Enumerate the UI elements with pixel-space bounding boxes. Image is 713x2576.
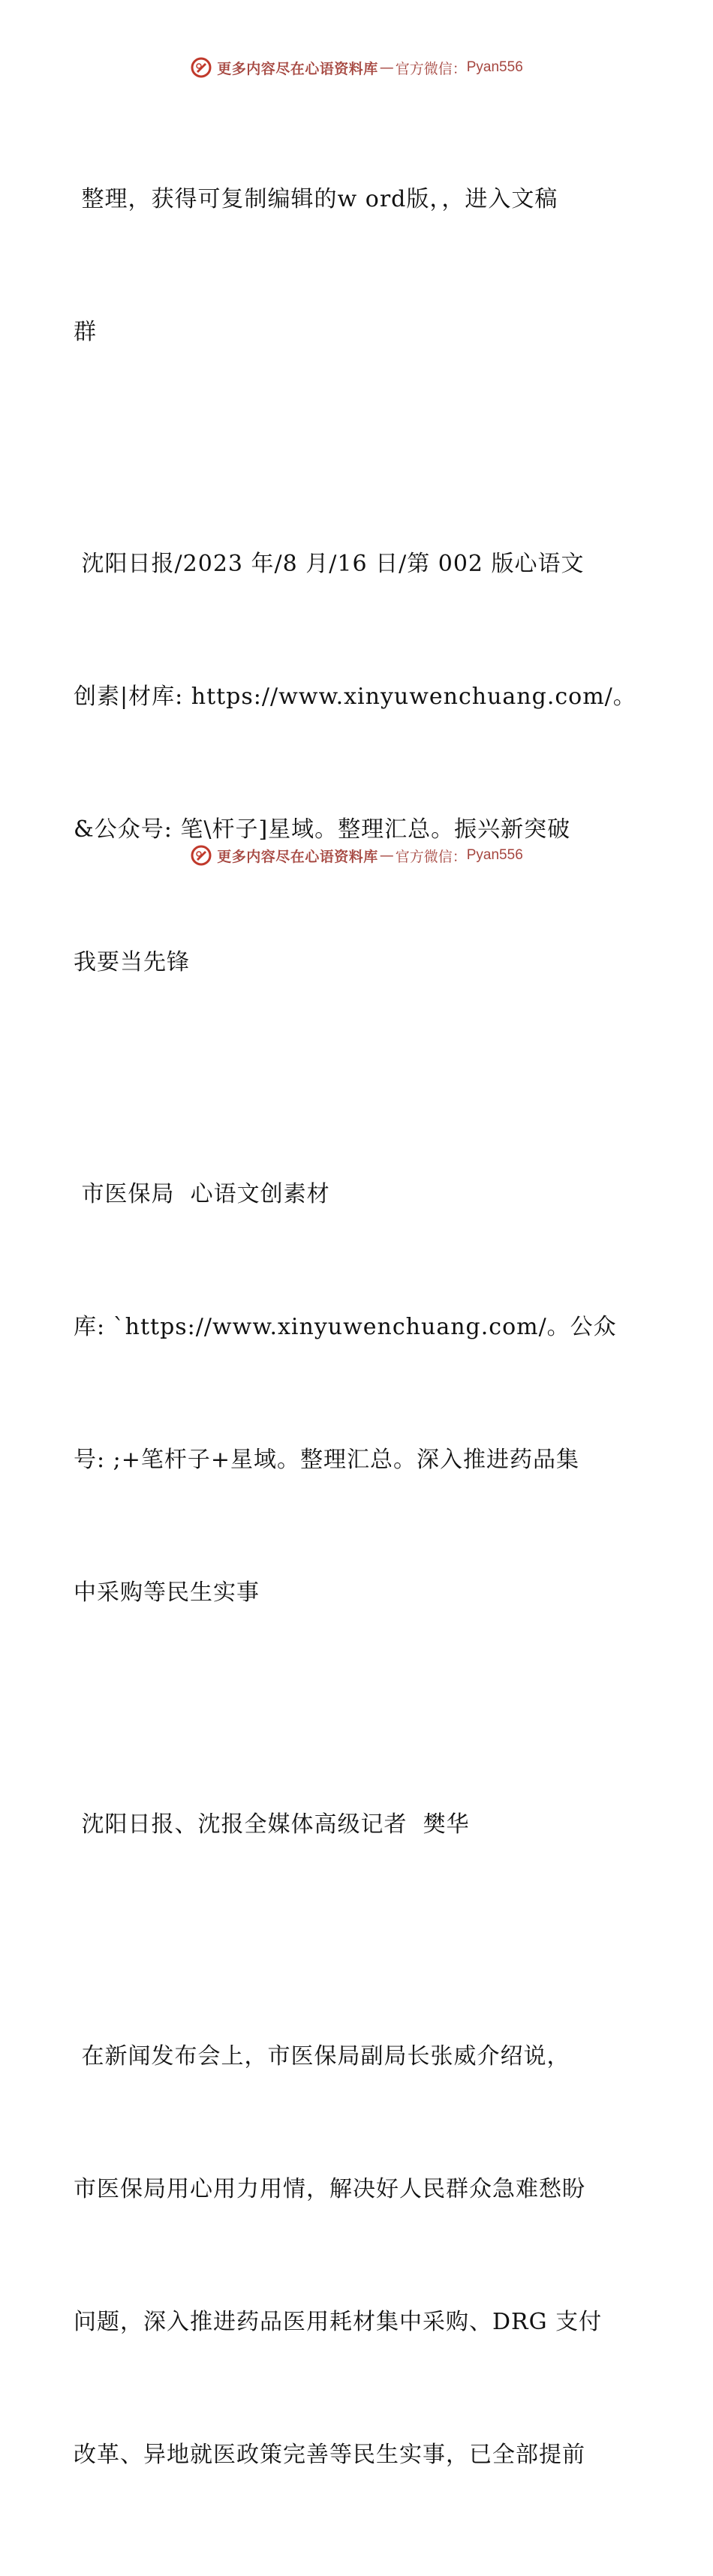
text-line: &公众号: 笔\杆子]星域。整理汇总。振兴新突破 (74, 816, 571, 843)
document-body (74, 89, 638, 2576)
header-banner (0, 53, 713, 83)
text-line: 在新闻发布会上，市医保局副局长张威介绍说， (74, 2043, 570, 2070)
brand-logo-icon (190, 844, 212, 867)
text-line: 中采购等民生实事 (74, 1580, 260, 1606)
text-line: 库: `https://www.xinyuwenchuang.com/。公众 (74, 1314, 617, 1340)
text-line: 市医保局 心语文创素材 (74, 1181, 330, 1207)
banner-wechat-id: Pyan556 (466, 847, 523, 863)
text-line: 我要当先锋 (74, 949, 190, 975)
text-line: 问题，深入推进药品医用耗材集中采购、DRG 支付 (74, 2309, 603, 2335)
paragraph (74, 453, 638, 1073)
text-line: 创素|材库: https://www.xinyuwenchuang.com/。 (74, 684, 636, 710)
paragraph (74, 89, 638, 443)
banner-wechat-id: Pyan556 (466, 59, 523, 75)
banner-text: 更多内容尽在心语资料库 (217, 60, 378, 77)
text-line: 市医保局用心用力用情，解决好人民群众急难愁盼 (74, 2176, 585, 2202)
banner-official-label: 官方微信： (395, 848, 467, 865)
footer-banner (0, 840, 713, 870)
paragraph (74, 1714, 638, 1935)
text-line: 号: ;+笔杆子+星域。整理汇总。深入推进药品集 (74, 1447, 580, 1473)
banner-dash: — (379, 59, 394, 76)
paragraph (74, 1946, 638, 2565)
text-line: 沈阳日报、沈报全媒体高级记者 樊华 (74, 1811, 470, 1838)
text-line: 沈阳日报/2023 年/8 月/16 日/第 002 版心语文 (74, 551, 585, 577)
banner-official-label: 官方微信： (395, 60, 467, 77)
text-line: 整理，获得可复制编辑的w ord版，，进入文稿 (74, 186, 558, 212)
banner-text: 更多内容尽在心语资料库 (217, 848, 378, 865)
brand-logo-icon (190, 56, 212, 79)
text-line: 改革、异地就医政策完善等民生实事，已全部提前 (74, 2442, 585, 2468)
text-line: 群 (74, 319, 97, 345)
banner-dash: — (379, 847, 394, 864)
paragraph (74, 1084, 638, 1703)
